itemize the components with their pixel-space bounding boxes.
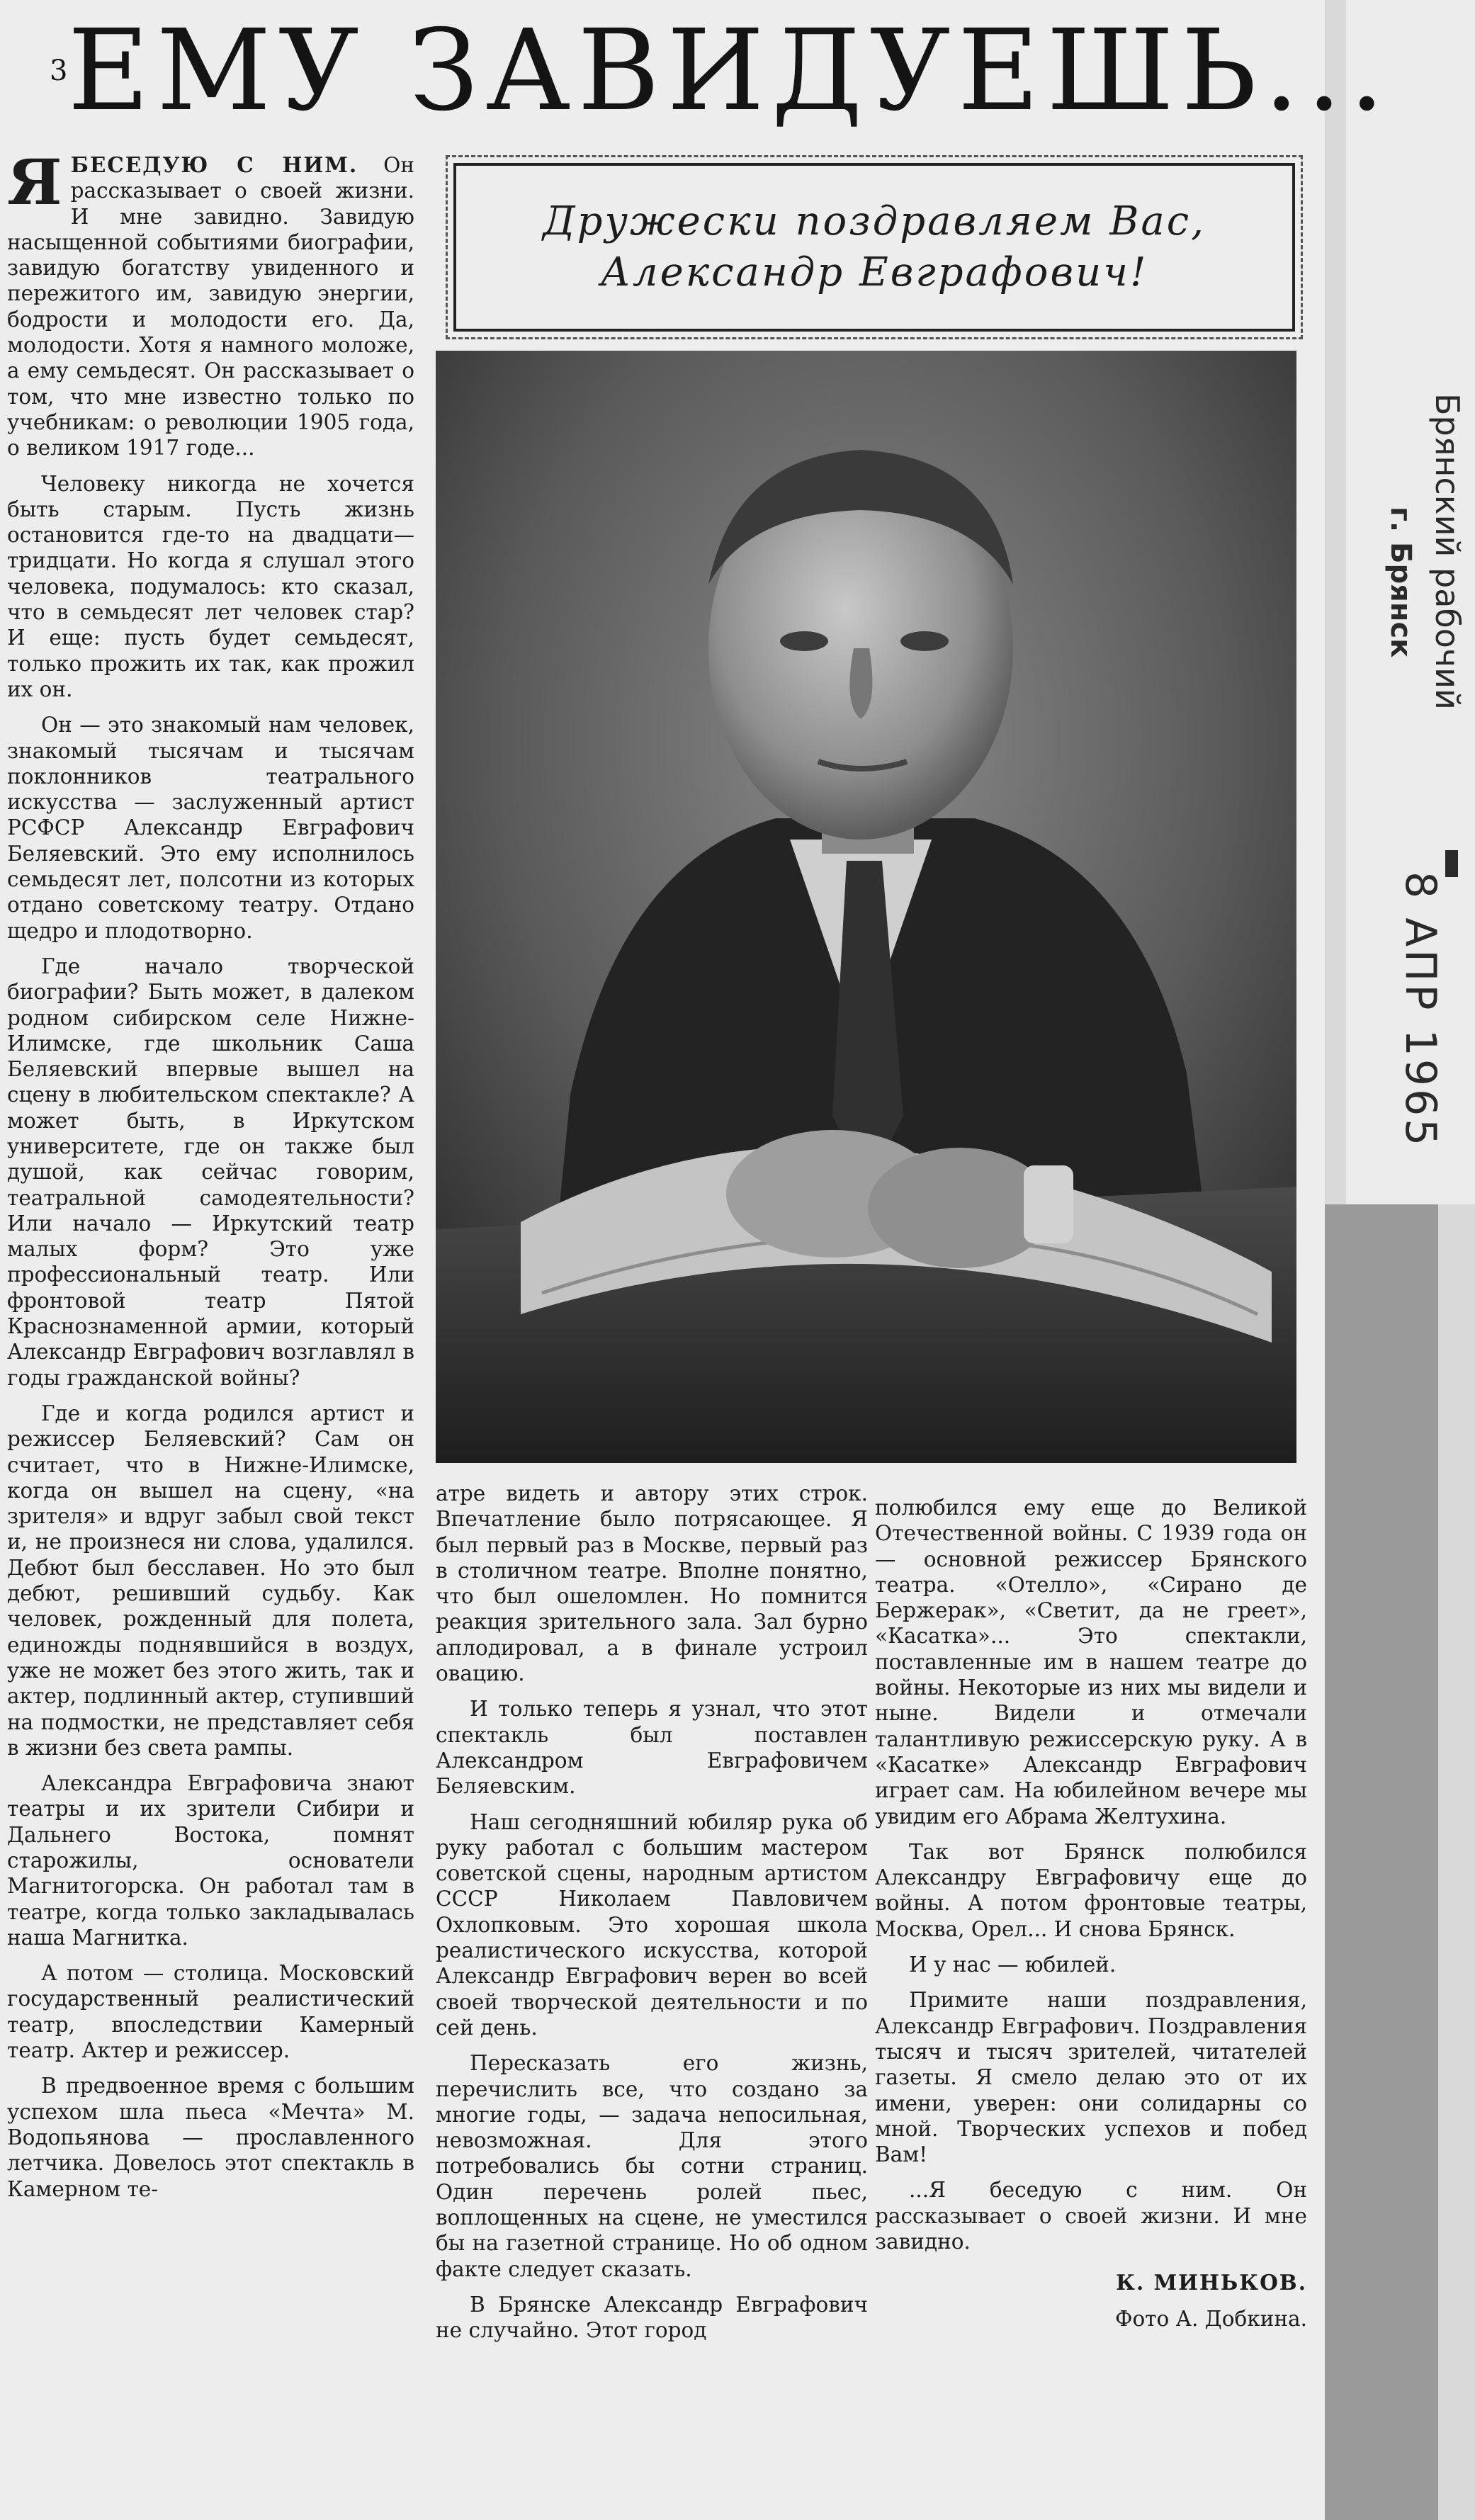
- headline: [50, 6, 1392, 136]
- paragraph-5: Где и когда родился артист и режиссер Беляевский? Сам он считает, что в Нижне-Илимске, когда он вышел на сцену, «на зрителя» и вдруг забыл свой текст и, не произнеся ни слова, удалился. Дебют был бесславен. Но это был дебют, решивший судьбу. Как человек, рожденный для полета, единожды поднявшийся в воздух, уже не может без этого жить, так и актер, подлинный актер, ступивший на подмостки, не представляет себя в жизни без света рампы.: [7, 1401, 414, 1760]
- headline-text: ЕМУ ЗАВИДУЕШЬ...: [67, 6, 1392, 136]
- article-column-2: [436, 1481, 868, 2508]
- label-city: г. Брянск: [1384, 507, 1417, 658]
- paragraph-1: атре видеть и автору этих строк. Впечатление было потрясающее. Я был первый раз в Москве, первый раз в столичном театре. Вполне понятно, что был ошеломлен. Но помнится реакция зрительного зала. Зал бурно аплодировал, а в финале устроил овацию.: [436, 1481, 868, 1686]
- paragraph-2: Человеку никогда не хочется быть старым. Пусть жизнь остановится где-то на двадцати—тридцати. Но когда я слушал этого человека, подумалось: кто сказал, что в семьдесят лет человек стар? И еще: пусть будет семьдесят, только прожить их так, как прожил их он.: [7, 471, 414, 701]
- paragraph-3: И у нас — юбилей.: [909, 1953, 1117, 1977]
- drop-cap: Я: [7, 152, 62, 219]
- paragraph-2: И только теперь я узнал, что этот спектакль был поставлен Александром Евграфовичем Беляевским.: [436, 1697, 868, 1799]
- portrait-photo: [436, 351, 1296, 1463]
- label-paper-name: Брянский рабочий: [1428, 393, 1466, 710]
- lead-caps: БЕСЕДУЮ С НИМ.: [70, 152, 358, 177]
- paragraph-4: Где начало творческой биографии? Быть может, в далеком родном сибирском селе Нижне-Илимске, где школьник Саша Беляевский впервые вышел на сцену в любительском спектакле? А может быть, в Иркутском университете, где он также был душой, как сейчас говорим, театральной самодеятельности? Или начало — Иркутский театр малых форм? Это уже профессиональный театр. Или фронтовой театр Пятой Краснознаменной армии, который Александр Евграфович возглавлял в годы гражданской войны?: [7, 954, 414, 1390]
- portrait-illustration: [436, 351, 1296, 1463]
- clipping-shadow: [1325, 1204, 1438, 2520]
- greeting-line-1: Дружески поздравляем Вас,: [543, 198, 1206, 244]
- paragraph-1-text: Он рассказывает о своей жизни. И мне завидно. Завидую насыщенной событиями биографии, завидую богатству увиденного и пережитого им, завидую энергии, бодрости и молодости его. Да, молодости. Хотя я намного моложе, а ему семьдесят. Он рассказывает о том, что мне известно только по учебникам: о революции 1905 года, о великом 1917 годе...: [7, 153, 414, 461]
- paragraph-3: Наш сегодняшний юбиляр рука об руку работал с большим мастером советской сцены, народным артистом СССР Николаем Павловичем Охлопковым. Это хорошая школа реалистического искусства, которой Александр Евграфович верен во всей своей творческой деятельности и по сей день.: [436, 1809, 868, 2040]
- author-signature: К. МИНЬКОВ.: [1116, 2270, 1307, 2295]
- paragraph-7: А потом — столица. Московский государственный реалистический театр, впоследствии Камерный театр. Актер и режиссер.: [7, 1961, 414, 2063]
- paragraph-3: Он — это знакомый нам человек, знакомый тысячам и тысячам поклонников театрального искусства — заслуженный артист РСФСР Александр Евграфович Беляевский. Это ему исполнилось семьдесят лет, полсотни из которых отдано советскому театру. Отдано щедро и плодотворно.: [7, 713, 414, 943]
- greeting-box: [453, 163, 1295, 332]
- paragraph-5: ...Я беседую с ним. Он рассказывает о своей жизни. И мне завидно.: [875, 2178, 1307, 2254]
- paragraph-4: Пересказать его жизнь, перечислить все, что создано за многие годы, — задача непосильная, невозможная. Для этого потребовались бы сотни страниц. Один перечень ролей пьес, воплощенных на сцене, не уместился бы на газетной странице. Но об одном факте следует сказать.: [436, 2051, 868, 2281]
- paragraph-6: Александра Евграфовича знают театры и их зрители Сибири и Дальнего Востока, помнят старожилы, основатели Магнитогорска. Он работал там в театре, когда только закладывалась наша Магнитка.: [7, 1771, 414, 1950]
- photo-credit: Фото А. Добкина.: [1114, 2306, 1307, 2331]
- paragraph-4: Примите наши поздравления, Александр Евграфович. Поздравления тысяч и тысяч зрителей, читателей газеты. Я смело делаю это от их имени, уверен: они солидарны со мной. Творческих успехов и побед Вам!: [875, 1988, 1307, 2167]
- label-date: 8 АПР 1965: [1396, 871, 1445, 1149]
- paragraph-1: [7, 152, 414, 461]
- paragraph-5: В Брянске Александр Евграфович не случайно. Этот город: [436, 2292, 868, 2343]
- greeting-line-2: Александр Евграфович!: [600, 249, 1148, 295]
- article-column-3: [875, 1495, 1307, 2519]
- paragraph-8: В предвоенное время с большим успехом шла пьеса «Мечта» М. Водопьянова — прославленного летчика. Довелось этот спектакль в Камерном те-: [7, 2074, 414, 2201]
- page-marker: 3: [50, 55, 68, 87]
- article-column-1: [7, 152, 414, 2511]
- stamp-mark-icon: [1445, 850, 1458, 877]
- paragraph-2: Так вот Брянск полюбился Александру Евграфовичу еще до войны. А потом фронтовые театры, Москва, Орел... И снова Брянск.: [875, 1839, 1307, 1941]
- paragraph-1: полюбился ему еще до Великой Отечественной войны. С 1939 года он — основной режиссер Брянского театра. «Отелло», «Сирано де Бержерак», «Светит, да не греет», «Касатка»... Это спектакли, поставленные им в нашем театре до войны. Некоторые из них мы видели и ныне. Видели и отмечали талантливую режиссерскую руку. А в «Касатке» Александр Евграфович играет сам. На юбилейном вечере мы увидим его Абрама Желтухина.: [875, 1496, 1307, 1829]
